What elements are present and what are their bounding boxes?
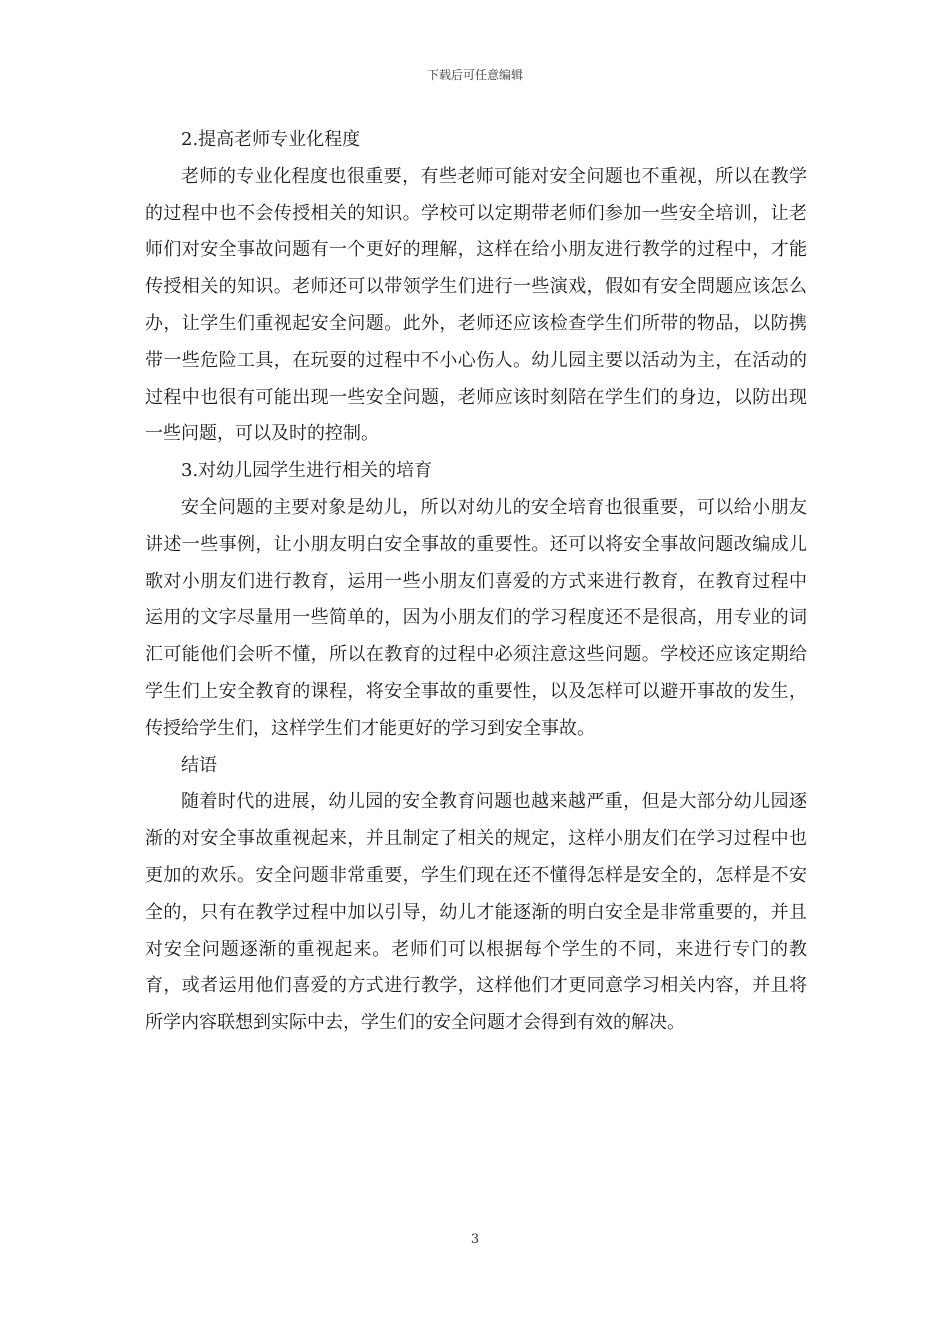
section-2-heading: 2.提高老师专业化程度 — [181, 129, 361, 150]
page-number: 3 — [470, 1232, 480, 1247]
section-3-heading: 3.对幼儿园学生进行相关的培育 — [181, 460, 433, 482]
conclusion-heading: 结语 — [181, 754, 217, 776]
document-body — [145, 122, 807, 1042]
section-3-paragraph: 安全问题的主要对象是幼儿，所以对幼儿的安全培育也很重要，可以给小朋友讲述一些事例，让小朋友明白安全事故的重要性。还可以将安全事故问题改编成儿歌对小朋友们进行教育，运用一些小朋友们喜爱的方式来进行教育，在教育过程中运用的文字尽量用一些简单的，因为小朋友们的学习程度还不是很高，用专业的词汇可能他们会听不懂，所以在教育的过程中必须注意这些问题。学校还应该定期给学生们上安全教育的课程，将安全事故的重要性，以及怎样可以避开事故的发生，传授给学生们，这样学生们才能更好的学习到安全事故。 — [145, 496, 807, 739]
section-2-paragraph: 老师的专业化程度也很重要，有些老师可能对安全问题也不重视，所以在教学的过程中也不会传授相关的知识。学校可以定期带老师们参加一些安全培训，让老师们对安全事故问题有一个更好的理解，这样在给小朋友进行教学的过程中，才能传授相关的知识。老师还可以带领学生们进行一些演戏，假如有安全問题应该怎么办，让学生们重视起安全问题。此外，老师还应该检查学生们所带的物品，以防携带一些危险工具，在玩耍的过程中不小心伤人。幼儿园主要以活动为主，在活动的过程中也很有可能出现一些安全问题，老师应该时刻陪在学生们的身边，以防出现一些问题，可以及时的控制。 — [145, 165, 807, 445]
page-header-note: 下载后可任意编辑 — [426, 68, 523, 82]
conclusion-paragraph: 随着时代的进展，幼儿园的安全教育问题也越来越严重，但是大部分幼儿园逐渐的对安全事故重视起来，并且制定了相关的规定，这样小朋友们在学习过程中也更加的欢乐。安全问题非常重要，学生们现在还不懂得怎样是安全的，怎样是不安全的，只有在教学过程中加以引导，幼儿才能逐渐的明白安全是非常重要的，并且对安全问题逐渐的重视起来。老师们可以根据每个学生的不同，来进行专门的教育，或者运用他们喜爱的方式进行教学，这样他们才更同意学习相关内容，并且将所学内容联想到实际中去，学生们的安全问题才会得到有效的解决。 — [145, 791, 807, 1034]
